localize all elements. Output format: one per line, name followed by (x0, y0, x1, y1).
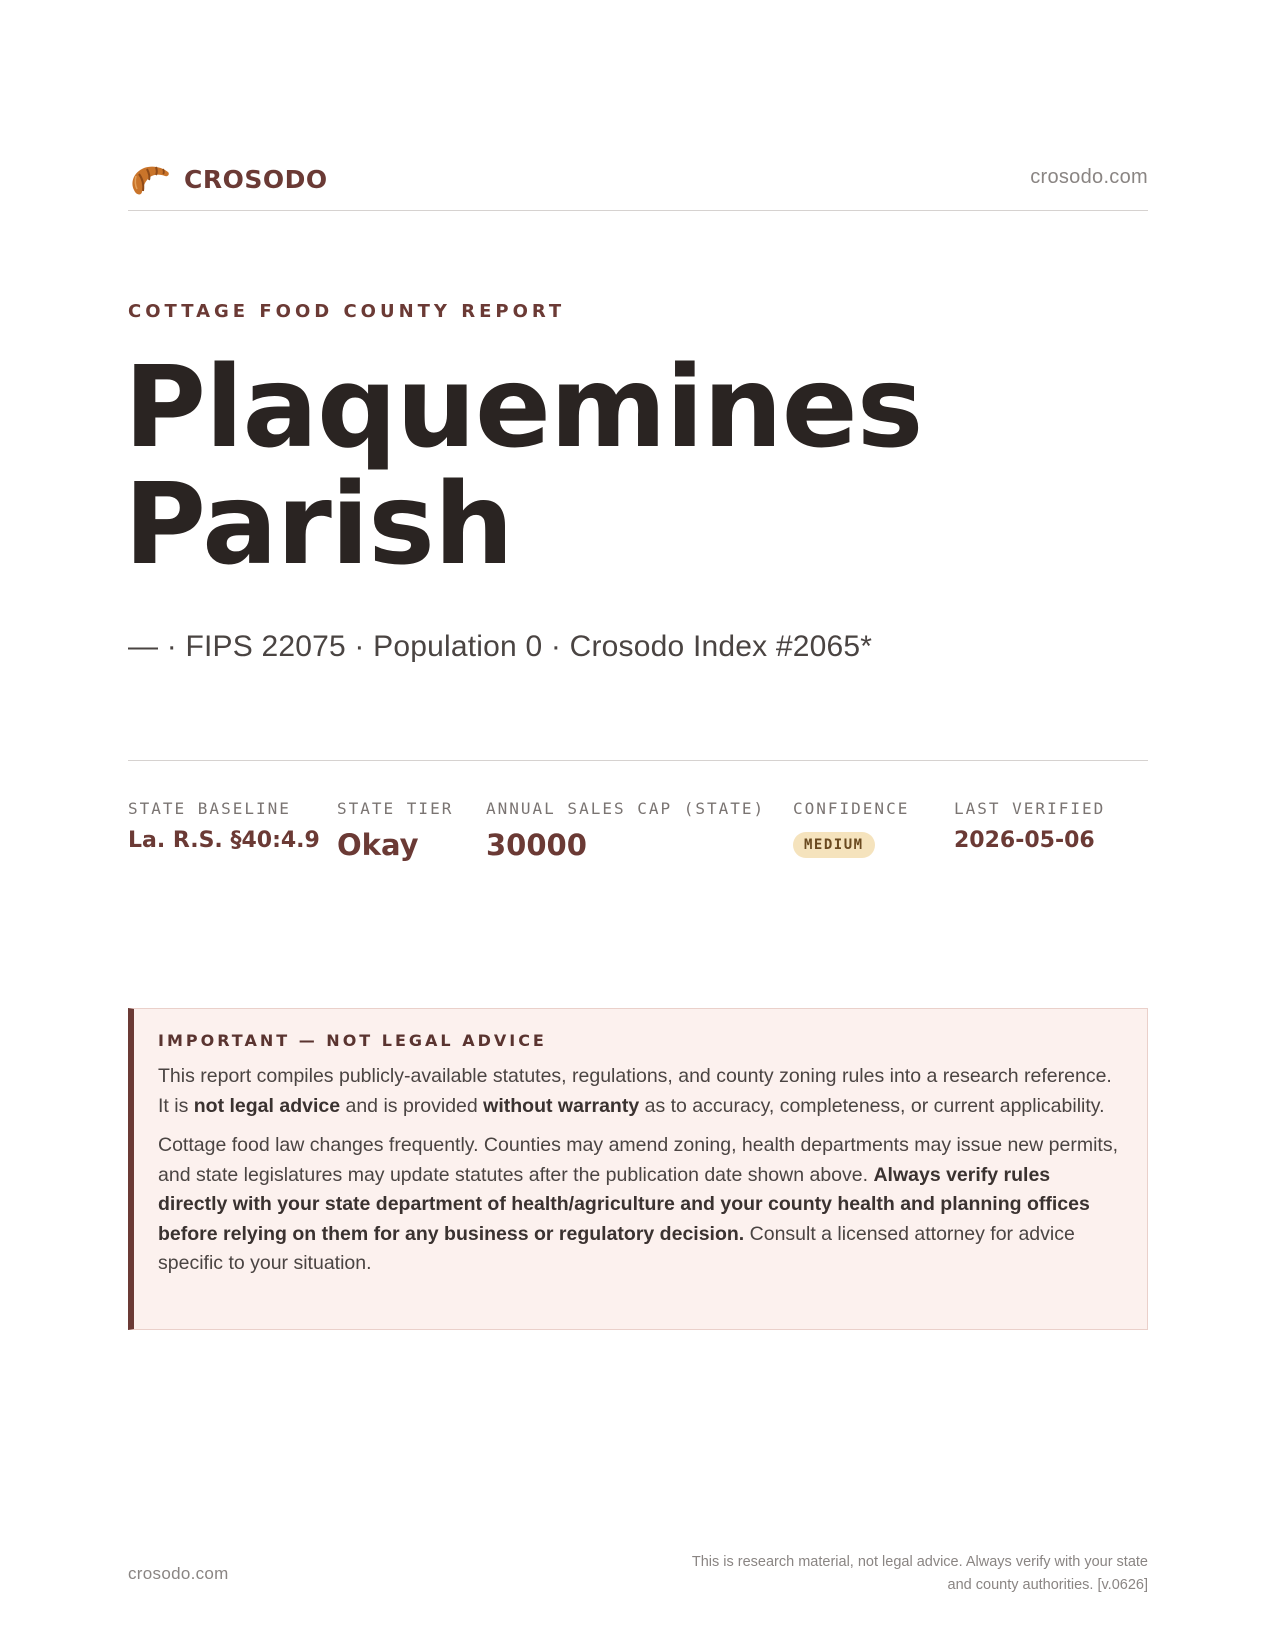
brand[interactable] (128, 160, 328, 198)
title-line-2: Parish (124, 460, 513, 590)
confidence-badge: MEDIUM (793, 832, 875, 858)
stat-annual-sales-cap (486, 799, 765, 862)
stat-value: Okay (337, 828, 419, 862)
report-subtitle: — · FIPS 22075 · Population 0 · Crosodo Index #2065* (128, 630, 873, 663)
footer-disclaimer-line-1: This is research material, not legal advice. Always verify with your state (691, 1554, 1148, 1570)
notice-text: as to accuracy, completeness, or current applicability. (639, 1094, 1105, 1117)
notice-paragraph-2 (158, 1131, 1123, 1279)
footer-disclaimer (608, 1551, 1148, 1597)
stat-label: LAST VERIFIED (954, 799, 1106, 818)
stats-row (128, 760, 1148, 891)
croissant-icon (128, 160, 172, 198)
notice-bold: not legal advice (193, 1094, 341, 1117)
stat-last-verified (954, 799, 1105, 853)
notice-bold: Always verify rules directly with your state department of health/agriculture and your county health and planning offices before relying on them for any business or regulatory decision. (158, 1163, 1090, 1245)
stat-state-baseline (128, 799, 320, 853)
title-line-1: Plaquemines (124, 343, 923, 473)
stat-value: 2026-05-06 (954, 828, 1095, 853)
notice-text: Cottage food law changes frequently. Counties may amend zoning, health departments may issue new permits, and state legislatures may update statutes after the publication date shown above. (158, 1134, 1118, 1186)
stat-label: CONFIDENCE (793, 799, 910, 818)
report-kicker: COTTAGE FOOD COUNTY REPORT (128, 301, 566, 322)
stat-confidence (793, 799, 909, 858)
report-page (124, 0, 1148, 1650)
stat-state-tier (337, 799, 453, 862)
notice-title: IMPORTANT — NOT LEGAL ADVICE (158, 1031, 547, 1050)
notice-text: Consult a licensed attorney for advice specific to your situation. (158, 1222, 1075, 1274)
notice-text: and is provided (340, 1094, 484, 1117)
stat-label: STATE TIER (337, 799, 454, 818)
stat-value: La. R.S. §40:4.9 (128, 828, 320, 853)
stat-label: ANNUAL SALES CAP (STATE) (486, 799, 766, 818)
footer-disclaimer-line-2: and county authorities. [v.0626] (947, 1577, 1148, 1593)
notice-paragraph-1 (158, 1062, 1123, 1121)
page-header (128, 160, 1148, 211)
stat-label: STATE BASELINE (128, 799, 291, 818)
header-url[interactable]: crosodo.com (1030, 166, 1148, 188)
legal-notice (128, 1008, 1148, 1330)
notice-bold: without warranty (483, 1094, 640, 1117)
footer-url[interactable]: crosodo.com (128, 1564, 229, 1583)
brand-name: CROSODO (184, 164, 328, 194)
page-title (124, 343, 1124, 590)
notice-text: This report compiles publicly-available statutes, regulations, and county zoning rules into a research reference. It is (158, 1065, 1112, 1117)
stat-value: 30000 (486, 828, 587, 862)
